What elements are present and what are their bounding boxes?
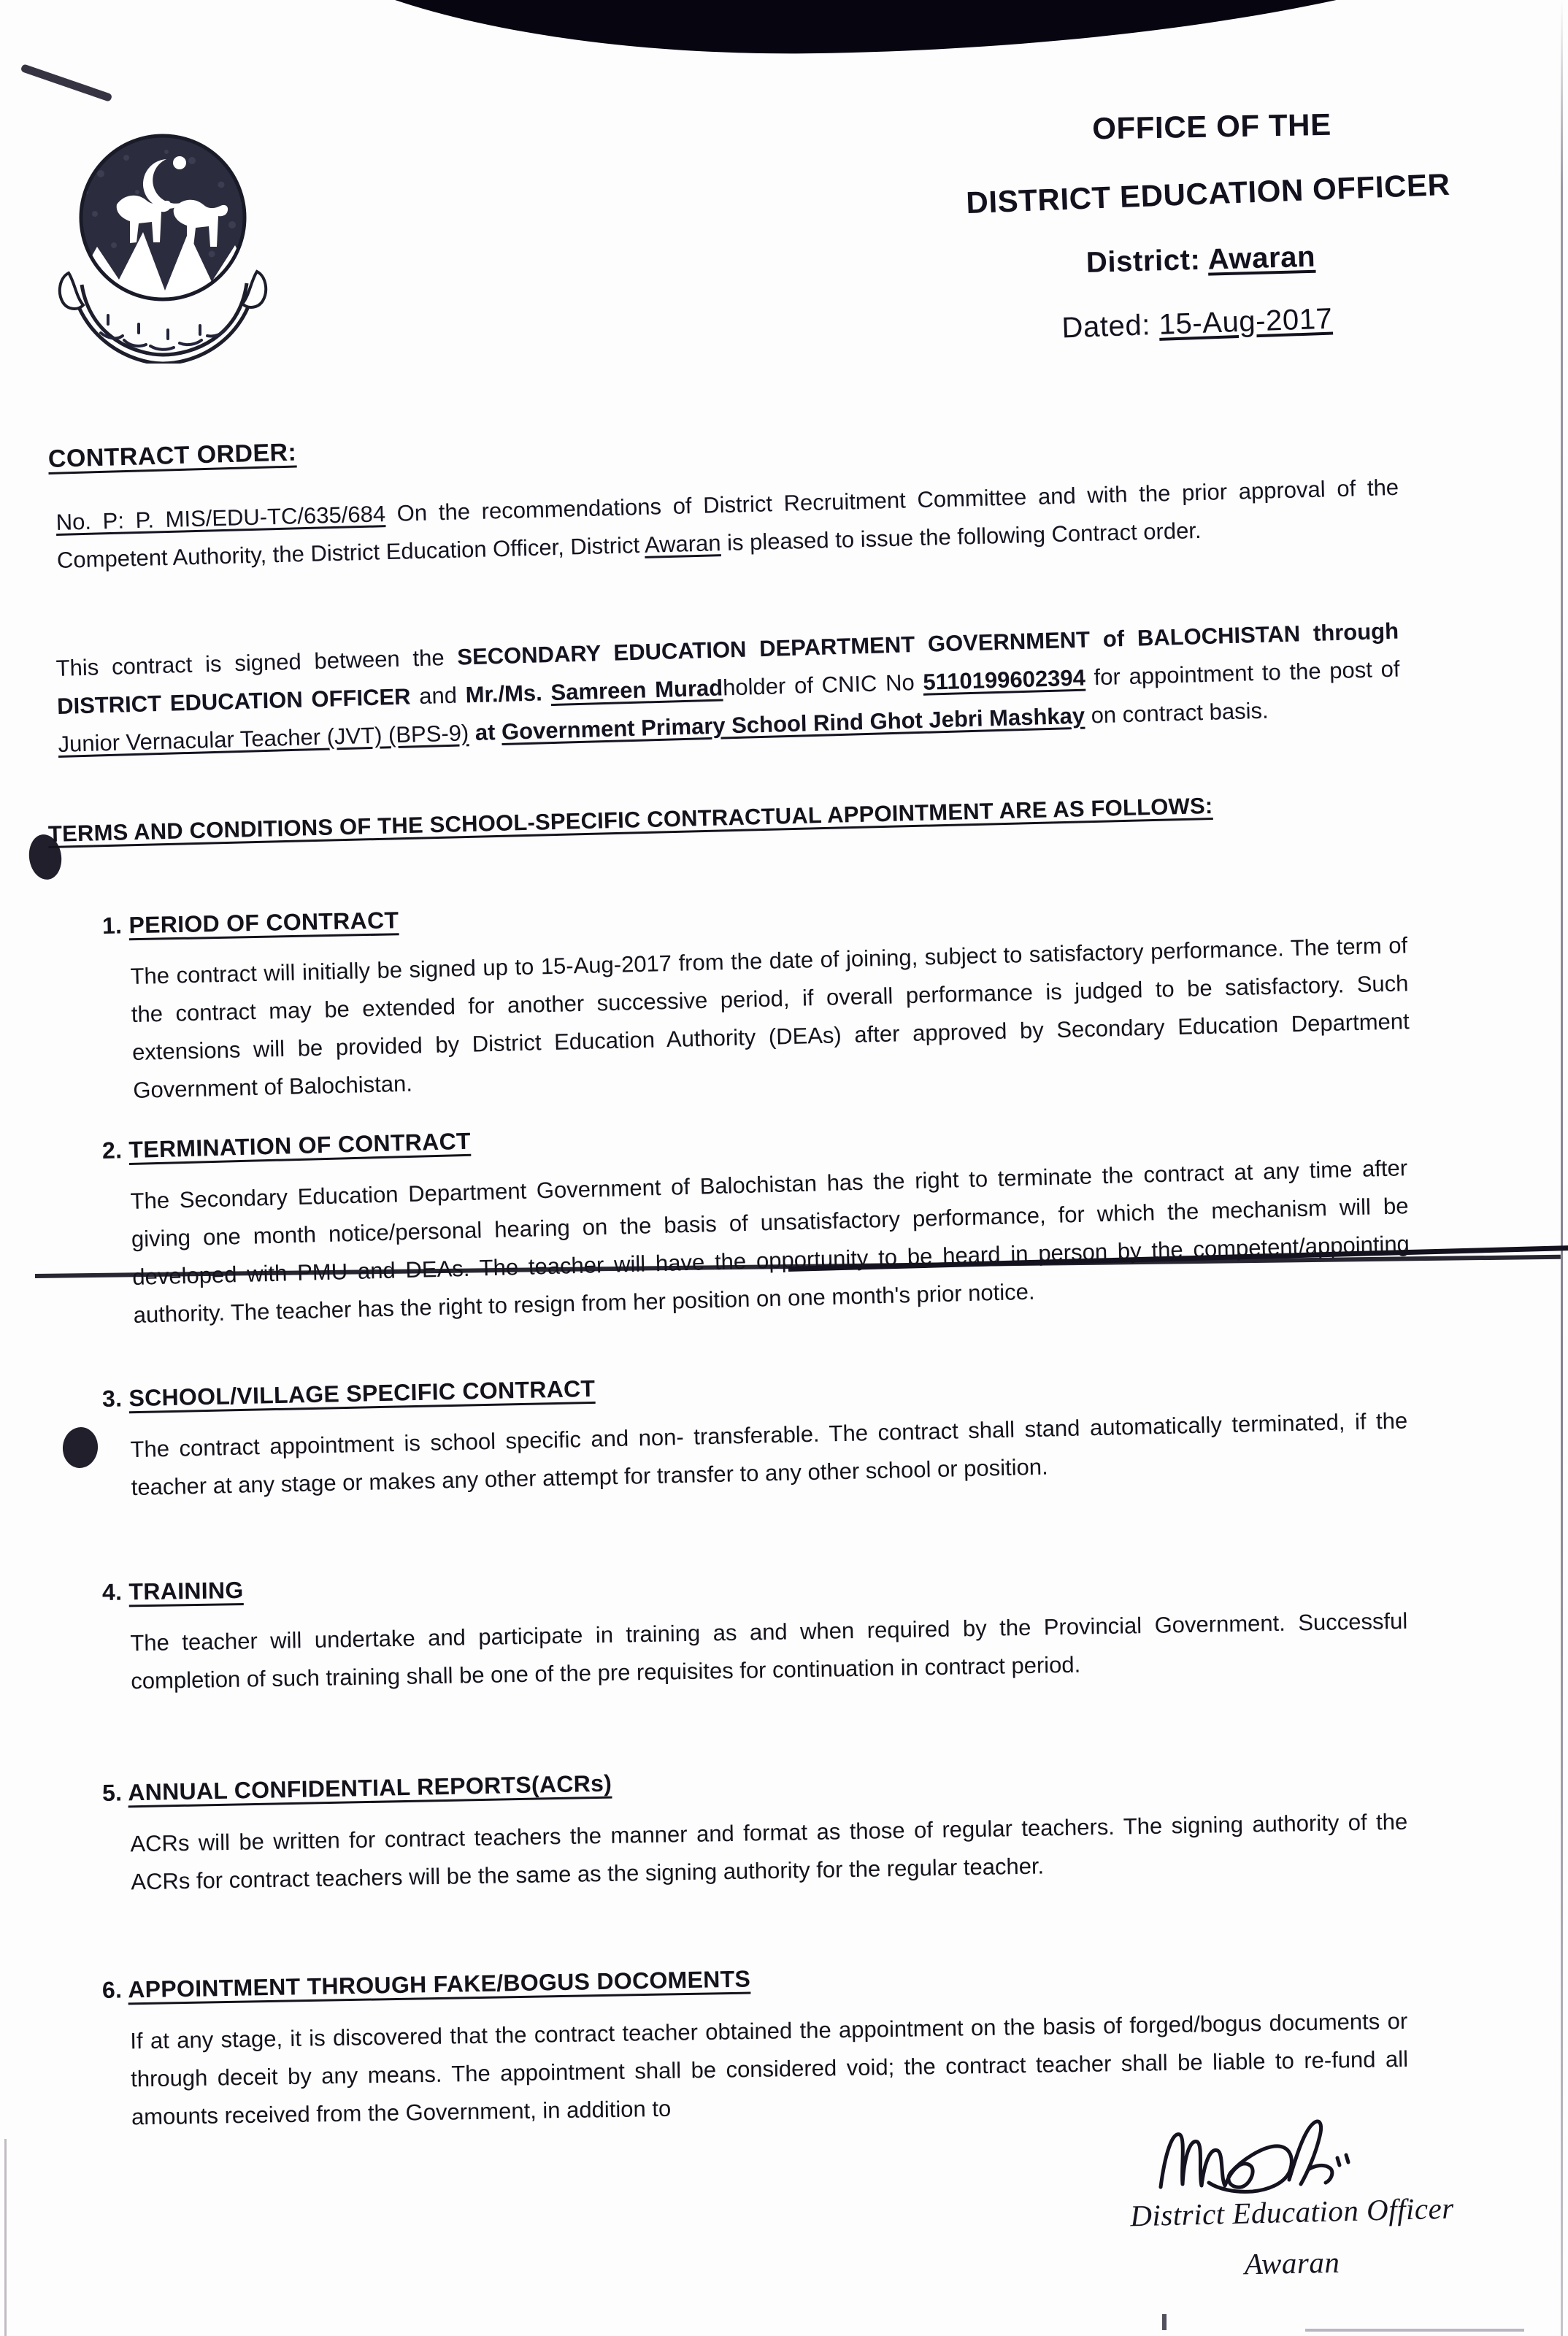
scanner-shadow-band <box>239 0 1568 64</box>
teacher-name: Samreen Murad <box>550 675 723 706</box>
section-heading <box>102 1755 1409 1807</box>
section-heading <box>102 1359 1409 1413</box>
terms-and-conditions-heading: TERMS AND CONDITIONS OF THE SCHOOL-SPECIFIC CONTRACTUAL APPOINTMENT ARE AS FOLLOWS: <box>47 793 1213 847</box>
cnic-label: holder of CNIC No <box>722 669 915 701</box>
section-number: 5. <box>101 1779 123 1806</box>
intro-text: On the recommendations of District Recruitment Committee and with the prior approval of the Competent Authority, the District Education Officer, District <box>56 474 1399 573</box>
at-preposition: at <box>474 719 496 745</box>
signature-block <box>1066 2117 1518 2281</box>
intro-tail-text: is pleased to issue the following Contract order. <box>726 517 1202 556</box>
ink-smudge-blob <box>61 1426 100 1470</box>
dated-line <box>839 295 1556 353</box>
dated-value: 15-Aug-2017 <box>1158 302 1334 341</box>
section-number: 1. <box>101 912 123 939</box>
section-period-of-contract <box>101 907 1410 1110</box>
section-heading <box>102 1954 1409 2004</box>
district-label: District: <box>1085 243 1202 279</box>
section-number: 4. <box>101 1578 123 1605</box>
section-title: APPOINTMENT THROUGH FAKE/BOGUS DOCOMENTS <box>127 1965 751 2003</box>
section-title: SCHOOL/VILLAGE SPECIFIC CONTRACT <box>128 1375 596 1412</box>
intro-district-value: Awaran <box>644 530 721 558</box>
section-number: 2. <box>101 1137 123 1164</box>
school-name: Government Primary School Rind Ghot Jebri Mashkay <box>501 702 1085 745</box>
section-title: PERIOD OF CONTRACT <box>128 907 399 939</box>
district-line <box>839 234 1556 286</box>
department-of-balochistan: of BALOCHISTAN through <box>1102 618 1399 652</box>
section-annual-confidential-reports <box>101 1770 1409 1902</box>
scan-left-edge-line <box>4 2139 7 2336</box>
section-body: The contract will initially be signed up to 15-Aug-2017 from the date of joining, subject to satisfactory performance. The term of the contract may be extended for another successive period, if overall performance is judged to be satisfactory. Such extensions will be provided by District Education Authority (DEAs) after approved by Secondary Education Department Government of Balochistan. <box>130 932 1410 1104</box>
scan-right-edge-line <box>1561 0 1563 2336</box>
scan-speck <box>1162 2314 1167 2330</box>
contract-order-heading: CONTRACT ORDER: <box>47 438 297 473</box>
section-body: The contract appointment is school specific and non- transferable. The contract shall stand automatically terminated, if the teacher at any stage or makes any other attempt for transfer to any other school or position. <box>130 1407 1408 1501</box>
post-title: Junior Vernacular Teacher (JVT) (BPS-9) <box>58 720 469 757</box>
dated-label: Dated: <box>1061 309 1151 345</box>
department-name: SECONDARY EDUCATION DEPARTMENT GOVERNMENT <box>456 626 1091 670</box>
section-training <box>101 1576 1409 1701</box>
signatories-paragraph <box>55 612 1402 764</box>
section-title: TRAINING <box>128 1576 244 1605</box>
section-number: 3. <box>101 1385 123 1412</box>
section-body: ACRs will be written for contract teachers the manner and format as those of regular teachers. The signing authority of the ACRs for contract teachers will be the same as the signing authority for the regular teacher. <box>130 1808 1408 1895</box>
officer-title-line: DISTRICT EDUCATION OFFICER <box>965 166 1451 220</box>
conjunction-and: and <box>418 682 458 710</box>
signed-between-text: This contract is signed between the <box>55 645 445 681</box>
section-number: 6. <box>101 1976 123 2003</box>
section-body: The Secondary Education Department Government of Balochistan has the right to terminate the contract at any time after giving one month notice/personal hearing on the basis of unsatisfactory performance, for which the mechanism will be developed with PMU and DEAs. The teacher will have the opportunity to be heard in person by the competent/appointing authority. The teacher has the right to resign from her position on one month's prior notice. <box>130 1155 1410 1328</box>
office-line: OFFICE OF THE <box>1091 107 1332 146</box>
section-title: TERMINATION OF CONTRACT <box>128 1127 472 1164</box>
section-appointment-through-fake-documents <box>101 1965 1409 2137</box>
salutation: Mr./Ms. <box>465 680 543 708</box>
section-school-village-specific-contract <box>101 1375 1409 1507</box>
stray-pen-mark <box>20 64 112 102</box>
government-of-balochistan-emblem <box>57 123 269 364</box>
section-termination-of-contract <box>101 1127 1410 1335</box>
intro-paragraph <box>55 469 1400 580</box>
contract-basis-text: on contract basis. <box>1091 697 1269 729</box>
letterhead <box>839 107 1555 345</box>
section-heading <box>102 1559 1409 1606</box>
post-label: for appointment to the post of <box>1094 656 1400 691</box>
scan-speck <box>1305 2329 1524 2332</box>
signatory-place: Awaran <box>1244 2245 1340 2281</box>
reference-number: No. P: P. MIS/EDU-TC/635/684 <box>55 501 386 535</box>
cnic-number: 5110199602394 <box>923 664 1086 695</box>
section-title: ANNUAL CONFIDENTIAL REPORTS(ACRs) <box>127 1770 612 1806</box>
section-body: The teacher will undertake and participate in training as and when required by the Provincial Government. Successful completion of such training shall be one of the pre requisites for continuation in contract period. <box>130 1607 1408 1694</box>
section-body: If at any stage, it is discovered that the contract teacher obtained the appointment on the basis of forged/bogus documents or through deceit by any means. The appointment shall be considered void; the contract teacher shall be liable to re-fund all amounts received from the Government, in addition to <box>130 2008 1409 2130</box>
district-value: Awaran <box>1207 240 1316 276</box>
signatory-role: District Education Officer <box>1129 2191 1455 2233</box>
issuing-officer-title: DISTRICT EDUCATION OFFICER <box>56 683 411 719</box>
